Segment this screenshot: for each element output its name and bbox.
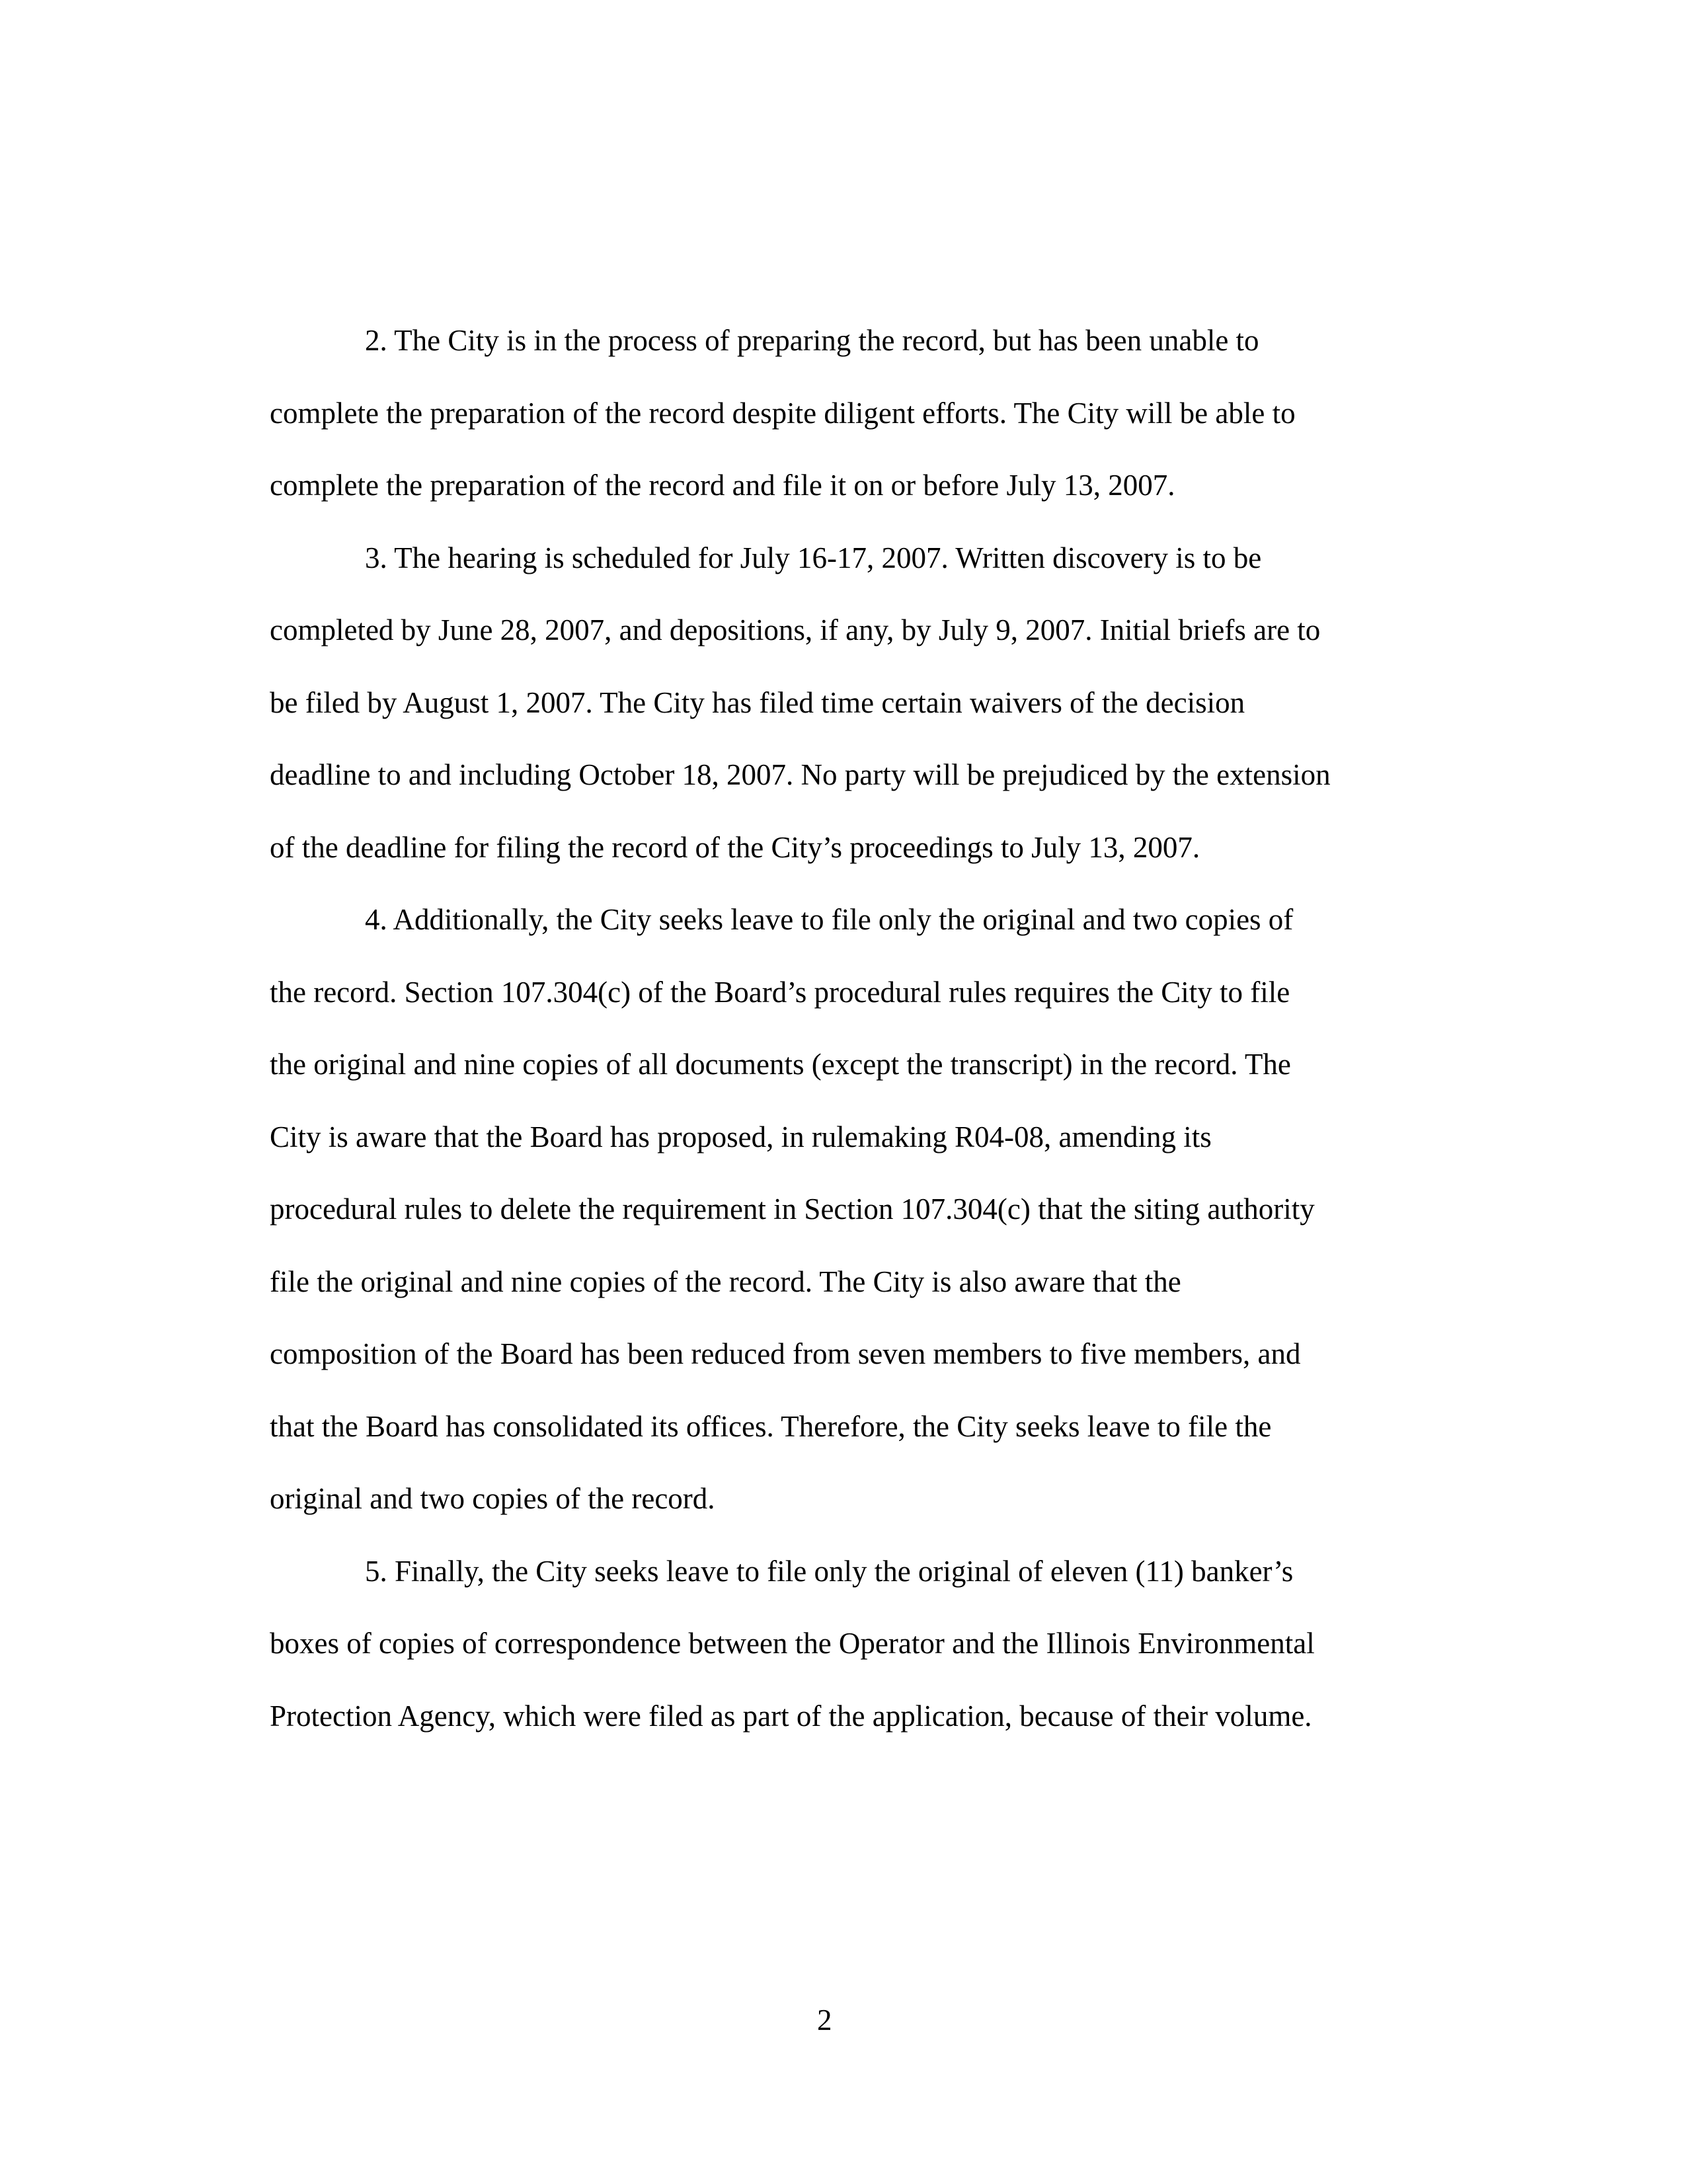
document-body — [270, 305, 1433, 1752]
text-line: 5. Finally, the City seeks leave to file only the original of eleven (11) banker’s — [365, 1554, 1294, 1588]
paragraph-5 — [270, 1536, 1433, 1753]
text-line: Protection Agency, which were filed as part of the application, because of their volume. — [270, 1699, 1312, 1733]
text-line: completed by June 28, 2007, and depositions, if any, by July 9, 2007. Initial briefs are to — [270, 613, 1321, 646]
text-line: original and two copies of the record. — [270, 1482, 715, 1515]
text-line: 2. The City is in the process of preparing the record, but has been unable to — [365, 324, 1259, 357]
paragraph-4 — [270, 884, 1433, 1536]
paragraph-3 — [270, 522, 1433, 884]
text-line: that the Board has consolidated its offices. Therefore, the City seeks leave to file the — [270, 1409, 1272, 1443]
paragraph-2 — [270, 305, 1433, 522]
text-line: composition of the Board has been reduced from seven members to five members, and — [270, 1337, 1301, 1370]
text-line: the record. Section 107.304(c) of the Board’s procedural rules requires the City to file — [270, 975, 1290, 1009]
text-line: of the deadline for filing the record of the City’s proceedings to July 13, 2007. — [270, 830, 1200, 864]
text-line: 4. Additionally, the City seeks leave to file only the original and two copies of — [365, 903, 1294, 936]
text-line: be filed by August 1, 2007. The City has filed time certain waivers of the decision — [270, 685, 1245, 719]
text-line: boxes of copies of correspondence between the Operator and the Illinois Environmental — [270, 1627, 1315, 1660]
page-number: 2 — [817, 2004, 832, 2037]
text-line: City is aware that the Board has proposed, in rulemaking R04-08, amending its — [270, 1120, 1212, 1153]
text-line: 3. The hearing is scheduled for July 16-17, 2007. Written discovery is to be — [365, 541, 1262, 574]
text-line: deadline to and including October 18, 2007. No party will be prejudiced by the extension — [270, 758, 1331, 791]
text-line: file the original and nine copies of the record. The City is also aware that the — [270, 1265, 1181, 1298]
text-line: complete the preparation of the record and file it on or before July 13, 2007. — [270, 469, 1175, 502]
text-line: procedural rules to delete the requirement in Section 107.304(c) that the siting authority — [270, 1192, 1315, 1226]
text-line: complete the preparation of the record despite diligent efforts. The City will be able to — [270, 396, 1296, 430]
text-line: the original and nine copies of all documents (except the transcript) in the record. The — [270, 1048, 1291, 1081]
